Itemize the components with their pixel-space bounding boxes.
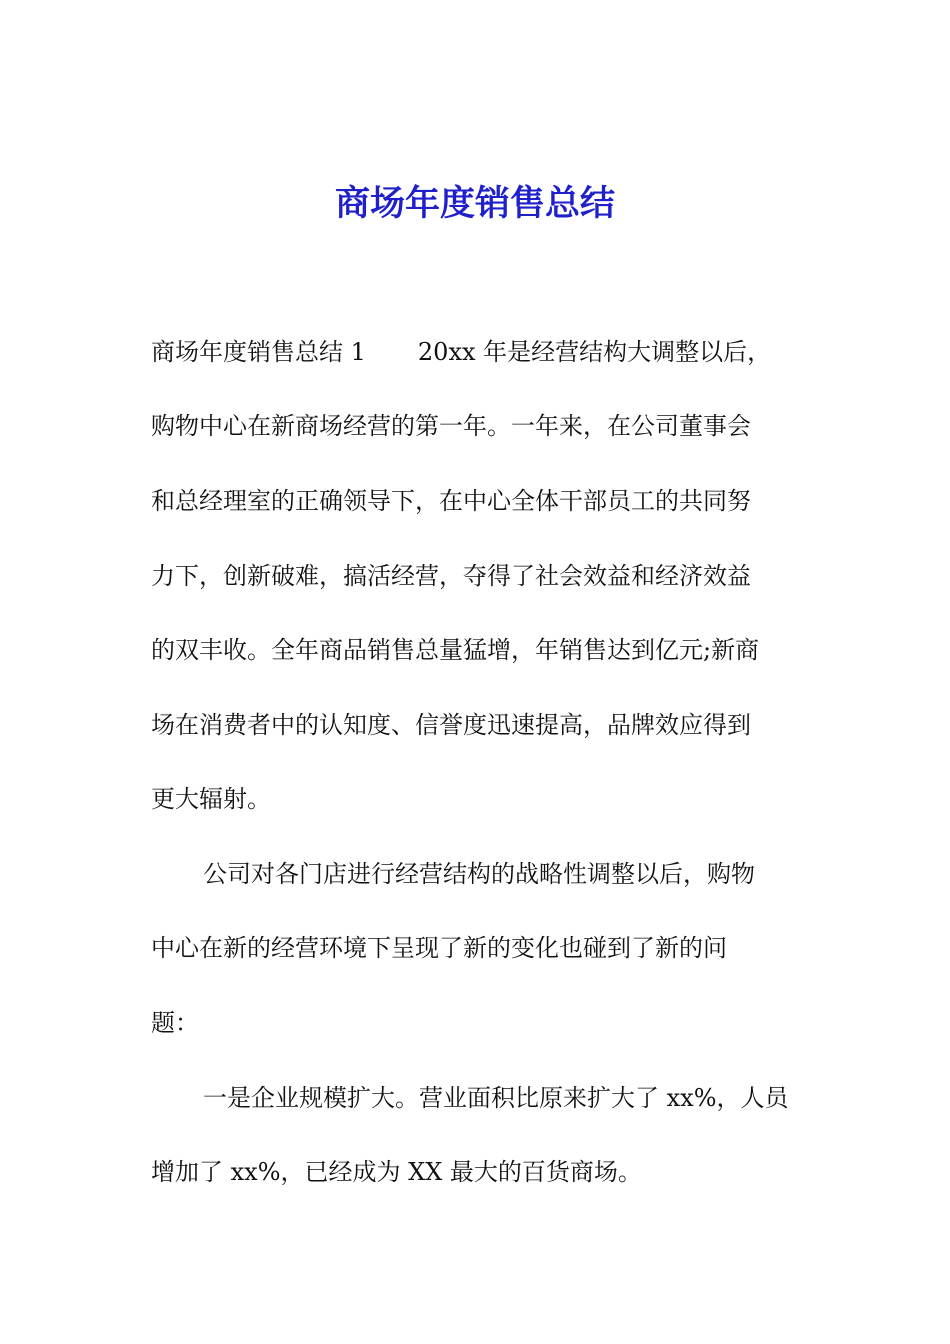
paragraph-1-line-3: 和总经理室的正确领导下，在中心全体干部员工的共同努 bbox=[151, 487, 751, 515]
document-title: 商场年度销售总结 bbox=[334, 184, 615, 224]
paragraph-2-line-1: 公司对各门店进行经营结构的战略性调整以后，购物 bbox=[203, 860, 755, 888]
paragraph-3-line-1: 一是企业规模扩大。营业面积比原来扩大了 xx%，人员 bbox=[203, 1084, 789, 1112]
paragraph-1-line-1 bbox=[151, 332, 771, 372]
paragraph-1-line-4: 力下，创新破难，搞活经营，夺得了社会效益和经济效益 bbox=[151, 562, 751, 590]
paragraph-1-line-2: 购物中心在新商场经营的第一年。一年来，在公司董事会 bbox=[151, 412, 751, 440]
paragraph-1-heading: 商场年度销售总结 1 bbox=[151, 338, 366, 366]
paragraph-1-text: 20xx 年是经营结构大调整以后， bbox=[417, 338, 772, 366]
paragraph-3-line-2: 增加了 xx%，已经成为 XX 最大的百货商场。 bbox=[151, 1158, 642, 1186]
paragraph-1-line-5: 的双丰收。全年商品销售总量猛增，年销售达到亿元;新商 bbox=[151, 636, 760, 664]
paragraph-2-line-3: 题： bbox=[151, 1009, 199, 1037]
paragraph-1-line-7: 更大辐射。 bbox=[151, 785, 271, 813]
paragraph-1-line-6: 场在消费者中的认知度、信誉度迅速提高，品牌效应得到 bbox=[151, 711, 751, 739]
paragraph-2-line-2: 中心在新的经营环境下呈现了新的变化也碰到了新的问 bbox=[151, 934, 727, 962]
